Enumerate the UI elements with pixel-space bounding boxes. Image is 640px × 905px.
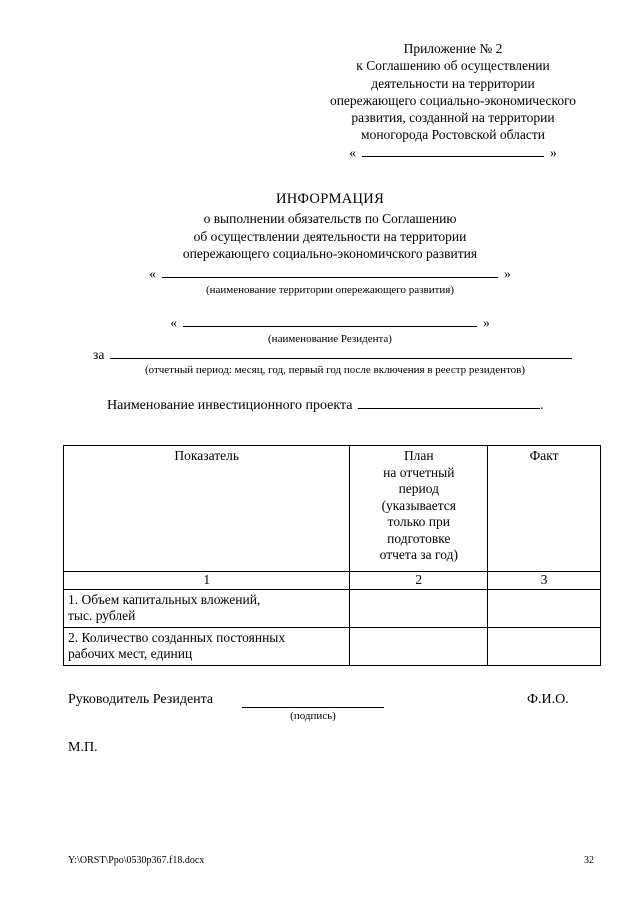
table-number-row: [64, 572, 601, 590]
project-end: .: [539, 398, 544, 413]
period-prefix: за: [93, 347, 105, 362]
quote-open: «: [349, 144, 356, 160]
fio-label: Ф.И.О.: [527, 692, 569, 707]
project-label: Наименование инвестиционного проекта: [107, 398, 353, 413]
fact-cell[interactable]: [488, 589, 601, 627]
file-path: Y:\ORST\Ppo\0530p367.f18.docx: [68, 855, 205, 866]
appendix-date-line: [290, 144, 616, 161]
plan-cell[interactable]: [350, 589, 488, 627]
territory-input[interactable]: [162, 265, 498, 278]
appendix-line: деятельности на территории: [371, 75, 535, 91]
blank-field[interactable]: [362, 144, 544, 157]
document-subtitle: [60, 210, 600, 263]
indicator-cell: 1. Объем капитальных вложений, тыс. рублей: [64, 589, 350, 627]
appendix-line: опережающего социально-экономического: [329, 92, 577, 108]
period-caption: (отчетный период: месяц, год, первый год после включения в реестр резидентов): [144, 364, 526, 376]
table-row: [64, 589, 601, 627]
table-header-row: [64, 446, 601, 572]
subtitle-line: об осуществлении деятельности на территории: [193, 228, 467, 244]
indicator-cell: 2. Количество созданных постоянных рабочих мест, единиц: [64, 627, 350, 665]
subtitle-line: о выполнении обязательств по Соглашению: [203, 211, 457, 226]
fact-cell[interactable]: [488, 627, 601, 665]
appendix-line: Приложение № 2: [403, 41, 503, 56]
column-number: 1: [64, 572, 350, 590]
column-number: 3: [488, 572, 601, 590]
column-number: 2: [350, 572, 488, 590]
quote-open: «: [170, 315, 177, 330]
quote-close: »: [504, 266, 511, 281]
resident-caption: (наименование Резидента): [268, 333, 392, 345]
period-field-line: [93, 346, 572, 363]
document-title: ИНФОРМАЦИЯ: [275, 191, 385, 207]
table-row: [64, 627, 601, 665]
indicators-table: [63, 445, 601, 666]
signature-line[interactable]: [242, 707, 384, 708]
territory-caption: (наименование территории опережающего развития): [205, 284, 455, 296]
signature-label: Руководитель Резидента: [68, 692, 214, 707]
appendix-line: к Соглашению об осуществлении: [356, 58, 550, 74]
subtitle-line: опережающего социально-экономичского развития: [182, 246, 478, 261]
project-input[interactable]: [358, 396, 540, 409]
appendix-line: развития, созданной на территории: [351, 110, 555, 126]
header-indicator: Показатель: [64, 446, 350, 572]
quote-open: «: [149, 266, 156, 281]
resident-input[interactable]: [183, 314, 477, 327]
page-number: 32: [584, 855, 594, 866]
quote-close: »: [483, 315, 490, 330]
appendix-header: [290, 40, 616, 161]
plan-cell[interactable]: [350, 627, 488, 665]
quote-close: »: [550, 144, 557, 160]
territory-field-line: [140, 265, 520, 282]
signature-caption: (подпись): [290, 710, 336, 722]
appendix-line: моногорода Ростовской области: [361, 127, 545, 143]
period-input[interactable]: [110, 346, 572, 359]
header-plan: План на отчетный период (указывается только при подготовке отчета за год): [350, 446, 488, 572]
resident-field-line: [160, 314, 500, 331]
header-fact: Факт: [488, 446, 601, 572]
stamp-label: М.П.: [68, 740, 98, 755]
project-line: [107, 396, 543, 414]
